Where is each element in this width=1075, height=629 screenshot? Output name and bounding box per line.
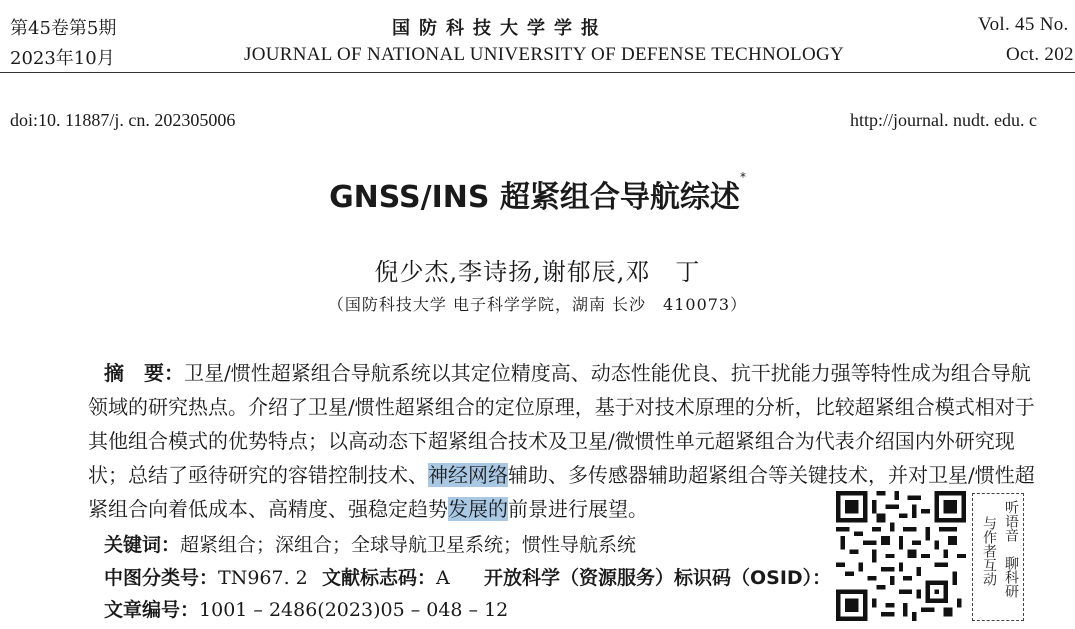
keywords — [104, 530, 636, 557]
keywords-label: 关键词： — [104, 534, 181, 556]
affiliation: （国防科技大学 电子科学学院，湖南 长沙 410073） — [327, 295, 748, 314]
abstract-text-end: 前景进行展望。 — [508, 497, 648, 521]
clc-value: TN967. 2 — [218, 567, 308, 589]
clc-number — [104, 563, 308, 590]
osid-text-interact: 与作者互动 — [981, 516, 997, 586]
osid-text-chat: 聊科研 — [1003, 556, 1019, 598]
header-rule — [0, 72, 1075, 73]
journal-title-en: JOURNAL OF NATIONAL UNIVERSITY OF DEFENSE TECHNOLOGY — [244, 44, 845, 65]
volume-en: Vol. 45 No. — [978, 14, 1069, 35]
issue-number: 第45卷第5期 — [10, 18, 117, 39]
clc-label: 中图分类号： — [104, 567, 219, 589]
article-no-label: 文章编号： — [104, 599, 200, 621]
osid-label: 开放科学（资源服务）标识码（OSID）： — [484, 567, 832, 589]
authors: 倪少杰,李诗扬,谢郁辰,邓 丁 — [374, 258, 701, 286]
qr-code-icon[interactable] — [836, 491, 966, 621]
journal-url[interactable]: http://journal. nudt. edu. c — [850, 110, 1037, 130]
keywords-value: 超紧组合；深组合；全球导航卫星系统；惯性导航系统 — [180, 534, 637, 556]
article-no-value: 1001 – 2486(2023)05 – 048 – 12 — [199, 599, 509, 621]
abstract-label: 摘 要： — [104, 361, 184, 385]
document-code — [322, 563, 450, 590]
text-selection-highlight-2[interactable]: 发展的 — [448, 497, 508, 521]
osid — [484, 563, 831, 590]
doc-code-label: 文献标志码： — [322, 567, 437, 589]
abstract-text-middle: 辅助、多传感器辅助超紧组合等关键技术，并对卫星/惯性超紧组合向着低成本、高精度、强稳定趋势 — [88, 463, 1035, 521]
doi[interactable]: doi:10. 11887/j. cn. 202305006 — [10, 110, 236, 130]
title-footnote-mark: * — [739, 170, 746, 184]
abstract-text: 卫星/惯性超紧组合导航系统以其定位精度高、动态性能优良、抗干扰能力强等特性成为组合导航领域的研究热点。介绍了卫星/惯性超紧组合的定位原理，基于对技术原理的分析，比较超紧组合模式相对于其他组合模式的优势特点；以高动态下超紧组合技术及卫星/微惯性单元超紧组合为代表介绍国内外研究现状；总结了亟待研究的容错控制技术、 — [88, 361, 1035, 487]
osid-text-listen: 听语音 — [1003, 500, 1019, 542]
text-selection-highlight[interactable]: 神经网络 — [428, 463, 508, 487]
doc-code-value: A — [436, 567, 450, 589]
issue-date: 2023年10月 — [10, 48, 115, 69]
date-en: Oct. 202 — [1006, 44, 1074, 65]
paper-title — [0, 172, 1075, 216]
paper-title-text: GNSS/INS 超紧组合导航综述 — [329, 180, 740, 215]
article-number — [104, 595, 508, 622]
journal-title-cn: 国防科技大学学报 — [392, 18, 608, 39]
osid-interaction-box — [972, 493, 1024, 621]
